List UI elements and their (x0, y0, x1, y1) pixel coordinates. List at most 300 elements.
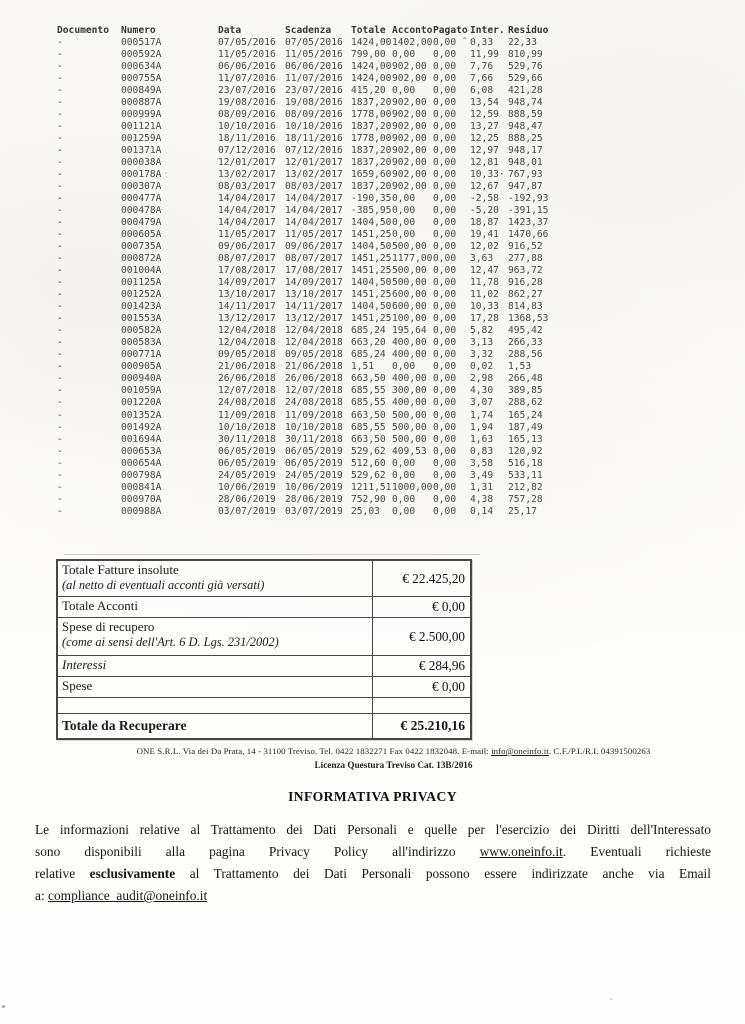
cell-acconto: 902,00 (392, 157, 427, 169)
cell-documento: - (57, 289, 63, 301)
table-row (57, 385, 741, 397)
cell-scadenza: 08/09/2016 (285, 109, 343, 121)
cell-totale: 685,55 (351, 397, 386, 409)
cell-totale: 663,50 (351, 409, 386, 421)
cell-acconto: 100,00 (392, 313, 427, 325)
table-row (57, 205, 741, 217)
cell-documento: - (57, 445, 63, 457)
cell-totale: 25,03 (351, 505, 380, 517)
cell-numero: 000478A (121, 205, 162, 217)
cell-data: 10/10/2016 (218, 121, 276, 133)
cell-inter: 3,58 (470, 457, 494, 469)
cell-data: 11/09/2018 (218, 409, 276, 421)
cell-inter: -2,58 (470, 193, 499, 205)
summary-value (372, 698, 470, 713)
cell-data: 13/10/2017 (218, 289, 276, 301)
cell-pagato: 0,00 (433, 493, 457, 505)
cell-residuo: 767,93 (508, 169, 543, 181)
cell-acconto: 500,00 (392, 409, 427, 421)
summary-row (58, 561, 470, 596)
cell-residuo: 266,33 (508, 337, 543, 349)
table-row (57, 217, 741, 229)
cell-residuo: 421,28 (508, 85, 543, 97)
cell-scadenza: 03/07/2019 (285, 505, 343, 517)
cell-pagato: 0,00 (433, 337, 457, 349)
cell-pagato: 0,00 (433, 133, 457, 145)
cell-inter: 12,97 (470, 145, 499, 157)
cell-scadenza: 17/08/2017 (285, 265, 343, 277)
cell-totale: 1659,60 (351, 169, 392, 181)
cell-acconto: 0,00 (392, 505, 416, 517)
cell-pagato: 0,00 (433, 409, 457, 421)
cell-residuo: 1423,37 (508, 217, 549, 229)
cell-scadenza: 06/06/2016 (285, 61, 343, 73)
cell-documento: - (57, 313, 63, 325)
cell-totale: 1451,25 (351, 265, 392, 277)
cell-pagato: 0,00 (433, 193, 457, 205)
cell-inter: Inter. (470, 25, 505, 36)
cell-pagato: 0,00 (433, 265, 457, 277)
cell-scadenza: 09/05/2018 (285, 349, 343, 361)
cell-numero: 000849A (121, 85, 162, 97)
table-row (57, 277, 741, 289)
table-row (57, 241, 741, 253)
cell-pagato: 0,00 (433, 289, 457, 301)
cell-documento: - (57, 121, 63, 133)
cell-acconto: 902,00 (392, 133, 427, 145)
cell-numero: 000634A (121, 61, 162, 73)
cell-scadenza: 21/06/2018 (285, 361, 343, 373)
cell-acconto: 0,00 (392, 193, 416, 205)
table-row (57, 494, 741, 506)
cell-numero: 001694A (121, 433, 162, 445)
cell-residuo: 120,92 (508, 445, 543, 457)
cell-scadenza: 07/12/2016 (285, 145, 343, 157)
cell-residuo: 389,85 (508, 385, 543, 397)
cell-numero: 001004A (121, 265, 162, 277)
table-row (57, 482, 741, 494)
cell-inter: 10,33· (470, 169, 505, 181)
summary-row (58, 596, 470, 617)
cell-inter: 3,63 (470, 253, 494, 265)
cell-totale: 512,60 (351, 457, 386, 469)
cell-inter: 0,02 (470, 361, 494, 373)
cell-numero: 000654A (121, 457, 162, 469)
cell-inter: 13,27 (470, 121, 499, 133)
cell-acconto: 500,00 (392, 421, 427, 433)
text-run: a: (35, 888, 49, 903)
cell-scadenza: 11/05/2016 (285, 49, 343, 61)
cell-pagato: 0,00 (433, 481, 457, 493)
scan-artifact (2, 1005, 5, 1008)
cell-scadenza: 19/08/2016 (285, 97, 343, 109)
cell-totale: 1211,51 (351, 481, 392, 493)
cell-pagato: 0,00 (433, 85, 457, 97)
table-row (57, 470, 741, 482)
cell-inter: 3,49 (470, 469, 494, 481)
summary-table (56, 559, 472, 740)
cell-data: 13/12/2017 (218, 313, 276, 325)
cell-totale: 799,00 (351, 49, 386, 61)
cell-scadenza: 09/06/2017 (285, 241, 343, 253)
cell-data: 06/06/2016 (218, 61, 276, 73)
cell-acconto: 0,00 (392, 469, 416, 481)
cell-residuo: 1470,66 (508, 229, 549, 241)
cell-acconto: 500,00 (392, 277, 427, 289)
cell-acconto: 0,00 (392, 217, 416, 229)
cell-data: 14/09/2017 (218, 277, 276, 289)
cell-data: Data (218, 25, 242, 36)
cell-totale: 1451,25 (351, 229, 392, 241)
cell-inter: 12,81 (470, 157, 499, 169)
cell-inter: 1,31 (470, 481, 494, 493)
cell-totale: 685,24 (351, 349, 386, 361)
table-row (57, 313, 741, 325)
cell-pagato: 0,00 (433, 73, 457, 85)
cell-inter: 4,38 (470, 493, 494, 505)
cell-totale: 1837,20 (351, 121, 392, 133)
cell-inter: 3,07 (470, 397, 494, 409)
cell-pagato: 0,00 (433, 253, 457, 265)
table-row (57, 265, 741, 277)
summary-label: Spese (62, 678, 93, 693)
cell-totale: 1404,50 (351, 301, 392, 313)
cell-pagato: 0,00 (433, 445, 457, 457)
cell-residuo: 916,28 (508, 277, 543, 289)
table-row (57, 422, 741, 434)
cell-acconto: 902,00 (392, 73, 427, 85)
cell-acconto: 902,00 (392, 145, 427, 157)
cell-numero: 000872A (121, 253, 162, 265)
cell-numero: 001492A (121, 421, 162, 433)
cell-numero: 001259A (121, 133, 162, 145)
cell-pagato: 0,00 (433, 61, 457, 73)
table-row (57, 109, 741, 121)
cell-totale: 1837,20 (351, 157, 392, 169)
cell-data: 08/07/2017 (218, 253, 276, 265)
cell-numero: 000988A (121, 505, 162, 517)
text-run: Le informazioni relative al Trattamento dei Dati Personali e quelle per l'esercizio dei Diritti dell'Interessato (35, 822, 711, 837)
cell-documento: - (57, 373, 63, 385)
cell-inter: 0,83 (470, 445, 494, 457)
cell-numero: 000605A (121, 229, 162, 241)
cell-residuo: 22,33 (508, 37, 537, 49)
cell-data: 06/05/2019 (218, 445, 276, 457)
cell-totale: 1404,50 (351, 241, 392, 253)
cell-residuo: 948,17 (508, 145, 543, 157)
summary-row (58, 617, 470, 655)
summary-value: € 284,96 (372, 656, 470, 676)
cell-data: 03/07/2019 (218, 505, 276, 517)
cell-data: 11/05/2017 (218, 229, 276, 241)
cell-inter: 1,63 (470, 433, 494, 445)
cell-totale: 1424,00 (351, 73, 392, 85)
cell-inter: 11,78 (470, 277, 499, 289)
cell-documento: - (57, 229, 63, 241)
cell-pagato: 0,00 (433, 397, 457, 409)
summary-label: Spese di recupero (come ai sensi dell'Art. 6 D. Lgs. 231/2002) (62, 619, 279, 649)
cell-inter: 17,28 (470, 313, 499, 325)
cell-inter: 11,99 (470, 49, 499, 61)
cell-data: 09/06/2017 (218, 241, 276, 253)
table-row (57, 61, 741, 73)
privacy-line (35, 819, 711, 841)
cell-pagato: 0,00 (433, 433, 457, 445)
cell-data: 14/04/2017 (218, 205, 276, 217)
cell-scadenza: 14/04/2017 (285, 217, 343, 229)
cell-numero: 000477A (121, 193, 162, 205)
cell-acconto: 0,00 (392, 49, 416, 61)
cell-documento: - (57, 301, 63, 313)
cell-residuo: 862,27 (508, 289, 543, 301)
cell-inter: 19,41 (470, 229, 499, 241)
cell-inter: 12,67 (470, 181, 499, 193)
link-text: compliance_audit@oneinfo.it (48, 888, 208, 903)
table-row (57, 434, 741, 446)
cell-acconto: 500,00 (392, 241, 427, 253)
summary-row (58, 655, 470, 676)
cell-residuo: 533,11 (508, 469, 543, 481)
cell-acconto: 902,00 (392, 61, 427, 73)
cell-inter: 3,32 (470, 349, 494, 361)
cell-totale: -385,95 (351, 205, 392, 217)
summary-label: Totale Acconti (62, 598, 138, 613)
cell-documento: - (57, 493, 63, 505)
cell-scadenza: 06/05/2019 (285, 457, 343, 469)
cell-residuo: 529,76 (508, 61, 543, 73)
cell-totale: 1837,20 (351, 181, 392, 193)
summary-label (58, 698, 372, 713)
cell-pagato: 0,00 (433, 181, 457, 193)
cell-totale: 1451,25 (351, 313, 392, 325)
cell-residuo: 757,28 (508, 493, 543, 505)
table-row (57, 397, 741, 409)
cell-data: 11/05/2016 (218, 49, 276, 61)
cell-inter: 10,33 (470, 301, 499, 313)
cell-scadenza: 12/07/2018 (285, 385, 343, 397)
cell-scadenza: 07/05/2016 (285, 37, 343, 49)
cell-residuo: 25,17 (508, 505, 537, 517)
cell-documento: - (57, 361, 63, 373)
cell-data: 07/05/2016 (218, 37, 276, 49)
cell-acconto: 500,00 (392, 433, 427, 445)
cell-residuo: 814,83 (508, 301, 543, 313)
cell-scadenza: 18/11/2016 (285, 133, 343, 145)
cell-scadenza: 10/10/2016 (285, 121, 343, 133)
cell-documento: - (57, 385, 63, 397)
cell-acconto: 400,00 (392, 337, 427, 349)
cell-data: 12/01/2017 (218, 157, 276, 169)
text-run: esclusivamente (89, 866, 176, 881)
cell-totale: 663,20 (351, 337, 386, 349)
cell-documento: - (57, 49, 63, 61)
cell-acconto: 0,00 (392, 361, 416, 373)
cell-documento: - (57, 421, 63, 433)
invoice-header-row (57, 25, 741, 37)
cell-data: 18/11/2016 (218, 133, 276, 145)
cell-documento: - (57, 241, 63, 253)
cell-totale: 685,24 (351, 325, 386, 337)
cell-inter: 3,13 (470, 337, 494, 349)
cell-pagato: 0,00 (433, 505, 457, 517)
cell-inter: 18,87 (470, 217, 499, 229)
cell-scadenza: Scadenza (285, 25, 332, 36)
cell-scadenza: 30/11/2018 (285, 433, 343, 445)
cell-residuo: -192,93 (508, 193, 549, 205)
cell-numero: Numero (121, 25, 156, 36)
cell-residuo: 277,88 (508, 253, 543, 265)
cell-totale: 1424,00 (351, 61, 392, 73)
cell-residuo: -391,15 (508, 205, 549, 217)
cell-totale: 1837,20 (351, 97, 392, 109)
cell-data: 23/07/2016 (218, 85, 276, 97)
cell-totale: 415,20 (351, 85, 386, 97)
cell-pagato: 0,00 (433, 349, 457, 361)
table-row (57, 446, 741, 458)
cell-numero: 000905A (121, 361, 162, 373)
cell-residuo: Residuo (508, 25, 549, 36)
cell-scadenza: 11/05/2017 (285, 229, 343, 241)
cell-pagato: 0,00 (433, 169, 457, 181)
cell-inter: 12,25 (470, 133, 499, 145)
cell-numero: 000940A (121, 373, 162, 385)
cell-pagato: 0,00 (433, 145, 457, 157)
cell-numero: 001371A (121, 145, 162, 157)
table-row (57, 133, 741, 145)
cell-data: 13/02/2017 (218, 169, 276, 181)
cell-acconto: 0,00 (392, 205, 416, 217)
invoice-table (57, 25, 741, 518)
text-run: . Eventuali richieste (562, 844, 711, 859)
cell-inter: 11,02 (470, 289, 499, 301)
cell-totale: 1,51 (351, 361, 375, 373)
cell-data: 12/04/2018 (218, 325, 276, 337)
cell-documento: - (57, 397, 63, 409)
cell-pagato: 0,00 (433, 97, 457, 109)
cell-numero: 000592A (121, 49, 162, 61)
cell-numero: 000798A (121, 469, 162, 481)
cell-totale: 685,55 (351, 421, 386, 433)
cell-residuo: 212,82 (508, 481, 543, 493)
cell-scadenza: 13/02/2017 (285, 169, 343, 181)
cell-residuo: 948,01 (508, 157, 543, 169)
cell-scadenza: 11/09/2018 (285, 409, 343, 421)
cell-pagato: 0,00 (433, 157, 457, 169)
privacy-title: INFORMATIVA PRIVACY (288, 789, 457, 804)
cell-data: 09/05/2018 (218, 349, 276, 361)
summary-row (58, 676, 470, 697)
cell-numero: 000999A (121, 109, 162, 121)
scan-artifact (610, 998, 612, 1000)
table-row (57, 337, 741, 349)
cell-pagato: 0,00 (433, 229, 457, 241)
cell-data: 26/06/2018 (218, 373, 276, 385)
cell-scadenza: 12/04/2018 (285, 325, 343, 337)
cell-residuo: 165,24 (508, 409, 543, 421)
cell-acconto: 300,00 (392, 385, 427, 397)
cell-pagato: 0,00 (433, 277, 457, 289)
cell-numero: 001352A (121, 409, 162, 421)
table-row (57, 373, 741, 385)
text-run: al Trattamento dei Dati Personali possono essere indirizzate anche via Email (175, 866, 711, 881)
summary-value: € 0,00 (372, 677, 470, 697)
cell-pagato: 0,00 (433, 457, 457, 469)
cell-documento: - (57, 145, 63, 157)
cell-inter: 6,08 (470, 85, 494, 97)
cell-pagato: Pagato (433, 25, 468, 36)
cell-totale: 1404,50 (351, 277, 392, 289)
cell-acconto: 600,00 (392, 289, 427, 301)
cell-residuo: 1368,53 (508, 313, 549, 325)
cell-pagato: 0,00 (433, 421, 457, 433)
cell-pagato: 0,00 (433, 313, 457, 325)
summary-row-empty (58, 697, 470, 713)
cell-residuo: 165,13 (508, 433, 543, 445)
cell-residuo: 948,74 (508, 97, 543, 109)
cell-numero: 000479A (121, 217, 162, 229)
cell-residuo: 947,87 (508, 181, 543, 193)
cell-inter: 2,98 (470, 373, 494, 385)
table-row (57, 193, 741, 205)
cell-pagato: 0,00 ˜ (433, 37, 468, 49)
cell-scadenza: 11/07/2016 (285, 73, 343, 85)
cell-acconto: 1000,00 (392, 481, 433, 493)
cell-documento: - (57, 409, 63, 421)
table-row (57, 37, 741, 49)
cell-residuo: 288,56 (508, 349, 543, 361)
cell-residuo: 1,53 (508, 361, 532, 373)
cell-documento: - (57, 505, 63, 517)
privacy-line (35, 885, 711, 907)
cell-inter: 12,47 (470, 265, 499, 277)
cell-residuo: 888,59 (508, 109, 543, 121)
cell-inter: 13,54 (470, 97, 499, 109)
cell-scadenza: 14/09/2017 (285, 277, 343, 289)
cell-documento: - (57, 481, 63, 493)
cell-documento: - (57, 277, 63, 289)
cell-numero: 000307A (121, 181, 162, 193)
summary-value: € 25.210,16 (372, 714, 470, 738)
cell-scadenza: 14/11/2017 (285, 301, 343, 313)
cell-documento: - (57, 349, 63, 361)
cell-pagato: 0,00 (433, 301, 457, 313)
cell-scadenza: 13/12/2017 (285, 313, 343, 325)
cell-numero: 000582A (121, 325, 162, 337)
cell-residuo: 916,52 (508, 241, 543, 253)
cell-numero: 001121A (121, 121, 162, 133)
table-row (57, 73, 741, 85)
text-run: sono disponibili alla pagina Privacy Policy all'indirizzo (35, 844, 480, 859)
company-footer (0, 746, 745, 770)
cell-acconto: 400,00 (392, 349, 427, 361)
cell-acconto: 400,00 (392, 397, 427, 409)
cell-acconto: 600,00 (392, 301, 427, 313)
table-row (57, 410, 741, 422)
cell-acconto: 0,00 (392, 85, 416, 97)
cell-data: 19/08/2016 (218, 97, 276, 109)
cell-scadenza: 24/05/2019 (285, 469, 343, 481)
text-run: relative (35, 866, 90, 881)
cell-residuo: 495,42 (508, 325, 543, 337)
cell-documento: - (57, 97, 63, 109)
cell-pagato: 0,00 (433, 121, 457, 133)
cell-documento: - (57, 73, 63, 85)
cell-pagato: 0,00 (433, 469, 457, 481)
cell-acconto: 1177,00 (392, 253, 433, 265)
cell-scadenza: 26/06/2018 (285, 373, 343, 385)
table-row (57, 97, 741, 109)
cell-inter: 5,82 (470, 325, 494, 337)
